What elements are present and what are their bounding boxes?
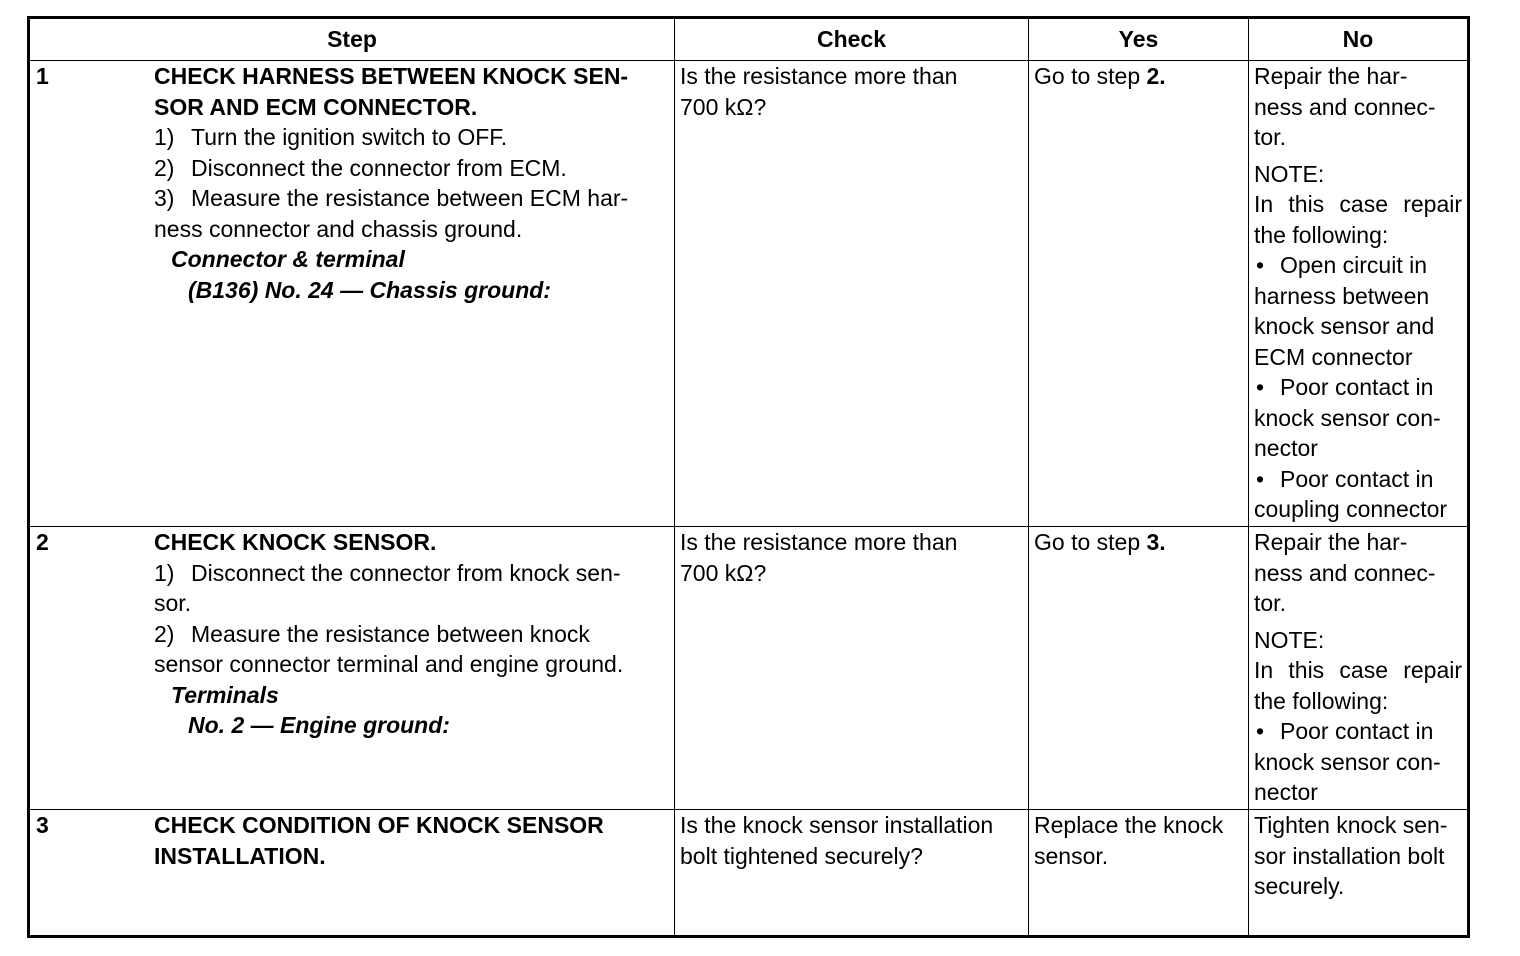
table-row (29, 810, 1469, 937)
no-cell: Repair the har- ness and connec- tor. NOTE: In this case repair the following: • Poor contact in knock sensor con- nector (1249, 527, 1469, 810)
check-cell: Is the resistance more than 700 kΩ? (675, 61, 1029, 527)
step-number: 1 (36, 63, 49, 89)
step-title: CHECK HARNESS BETWEEN KNOCK SEN- SOR AND ECM CONNECTOR. (154, 63, 629, 120)
step-title: CHECK CONDITION OF KNOCK SENSOR INSTALLATION. (154, 812, 604, 869)
check-cell: Is the resistance more than 700 kΩ? (675, 527, 1029, 810)
header-check: Check (675, 18, 1029, 61)
substep-continuation: ness connector and chassis ground. (154, 215, 523, 242)
step-cell (29, 527, 675, 810)
substep: 3) Measure the resistance between ECM har- (154, 185, 629, 211)
bullet-item: • Poor contact in (1254, 716, 1462, 747)
yes-cell: Go to step 2. (1029, 61, 1249, 527)
note-label: NOTE: (1254, 160, 1325, 187)
no-cell: Repair the har- ness and connec- tor. NOTE: In this case repair the following: • Open circuit in harness between knock sensor and ECM connector • Poor contact in knock sensor con- nector • Poor contact in coupling connector (1249, 61, 1469, 527)
note-label: NOTE: (1254, 626, 1325, 653)
spec-value: No. 2 — Engine ground: (188, 712, 450, 738)
bullet-icon: • (1256, 374, 1265, 400)
yes-step-ref: 3. (1146, 529, 1166, 555)
header-no: No (1249, 18, 1469, 61)
header-step: Step (29, 18, 675, 61)
yes-cell: Go to step 3. (1029, 527, 1249, 810)
bullet-item: • Poor contact in (1254, 464, 1462, 495)
substep: 2) Measure the resistance between knock (154, 620, 590, 647)
yes-step-ref: 2. (1146, 63, 1166, 89)
bullet-item: • Open circuit in (1254, 250, 1462, 281)
substep-continuation: sensor connector terminal and engine ground. (154, 651, 624, 677)
diagnostic-table (27, 16, 1470, 938)
header-row (29, 18, 1469, 61)
bullet-icon: • (1256, 252, 1265, 278)
step-cell (29, 61, 675, 527)
substep: 1) Disconnect the connector from knock sen- (154, 559, 621, 586)
spec-value: (B136) No. 24 — Chassis ground: (188, 276, 551, 303)
step-number: 2 (36, 529, 49, 555)
step-number: 3 (36, 812, 49, 838)
bullet-icon: • (1256, 465, 1265, 492)
substep-continuation: sor. (154, 590, 192, 616)
substep: 2) Disconnect the connector from ECM. (154, 154, 567, 181)
table-row (29, 527, 1469, 810)
step-cell (29, 810, 675, 937)
bullet-icon: • (1256, 718, 1265, 744)
check-cell: Is the knock sensor installation bolt tightened securely? (675, 810, 1029, 937)
no-cell: Tighten knock sen- sor installation bolt securely. (1249, 810, 1469, 937)
spec-label: Connector & terminal (171, 246, 405, 272)
yes-cell: Replace the knock sensor. (1029, 810, 1249, 937)
step-title: CHECK KNOCK SENSOR. (154, 529, 437, 555)
spec-label: Terminals (171, 681, 279, 708)
header-yes: Yes (1029, 18, 1249, 61)
table-row (29, 61, 1469, 527)
substep: 1) Turn the ignition switch to OFF. (154, 124, 508, 150)
bullet-item: • Poor contact in (1254, 372, 1462, 403)
